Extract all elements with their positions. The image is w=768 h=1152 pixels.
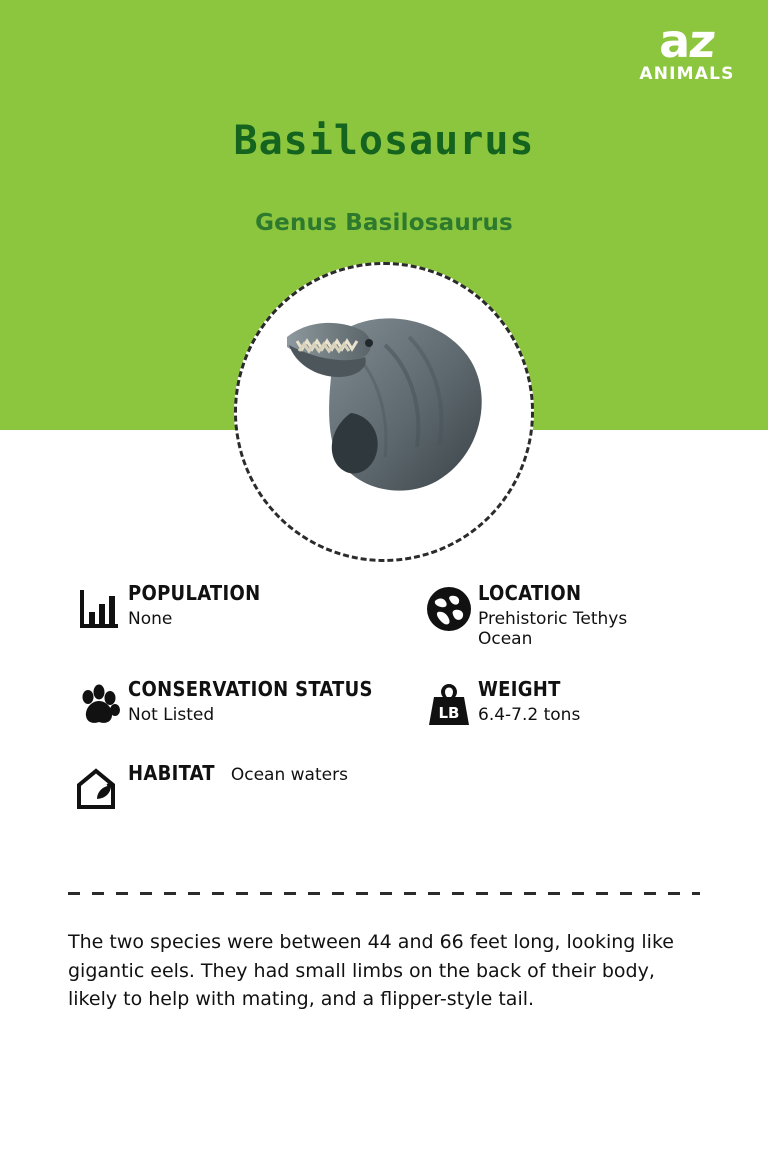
- page-title: Basilosaurus: [233, 118, 535, 164]
- fact-population: [70, 580, 420, 650]
- logo-wordmark: ANIMALS: [639, 64, 735, 84]
- page-subtitle: Genus Basilosaurus: [255, 210, 513, 236]
- fact-weight-text: [478, 676, 580, 725]
- fact-conservation-value: Not Listed: [128, 704, 215, 725]
- paw-print-icon: [70, 676, 128, 734]
- fact-conservation-status: [70, 676, 420, 734]
- fact-weight-label: WEIGHT: [478, 676, 561, 701]
- fact-habitat-value: Ocean waters: [230, 764, 348, 785]
- weight-icon: [420, 676, 478, 734]
- facts-grid: [70, 580, 710, 844]
- fact-habitat-label: HABITAT: [128, 760, 215, 785]
- fact-location-text: [478, 580, 678, 650]
- fact-population-text: [128, 580, 260, 629]
- dashed-divider: [68, 892, 700, 895]
- globe-icon: [420, 580, 478, 638]
- animal-photo: [237, 265, 531, 559]
- fact-conservation-label: CONSERVATION STATUS: [128, 676, 373, 701]
- habitat-house-icon: [70, 760, 128, 818]
- weight-icon-text: LB: [438, 703, 460, 722]
- fact-conservation-text: [128, 676, 373, 725]
- fact-weight: [420, 676, 710, 734]
- facts-row-1: [70, 580, 710, 650]
- fact-location: [420, 580, 710, 650]
- logo-mark: [632, 14, 742, 68]
- fact-habitat-text: [128, 760, 348, 785]
- fact-population-label: POPULATION: [128, 581, 261, 605]
- logo-letter-a: a: [659, 14, 690, 68]
- fact-location-value: Prehistoric Tethys Ocean: [478, 609, 628, 650]
- logo-letter-z: z: [686, 14, 718, 68]
- az-animals-logo[interactable]: [632, 14, 742, 84]
- animal-photo-frame: [234, 262, 534, 562]
- bar-chart-icon: [70, 580, 128, 638]
- fact-habitat: [70, 760, 420, 818]
- fact-location-label: LOCATION: [478, 581, 582, 605]
- facts-row-3: [70, 760, 710, 818]
- fact-population-value: None: [128, 609, 173, 629]
- basilosaurus-illustration: [277, 285, 507, 500]
- fact-weight-value: 6.4-7.2 tons: [478, 704, 581, 725]
- description-text: The two species were between 44 and 66 feet long, looking like gigantic eels. They had small limbs on the back of their body, likely to help with mating, and a flipper-style tail.: [68, 931, 674, 1010]
- facts-row-2: [70, 676, 710, 734]
